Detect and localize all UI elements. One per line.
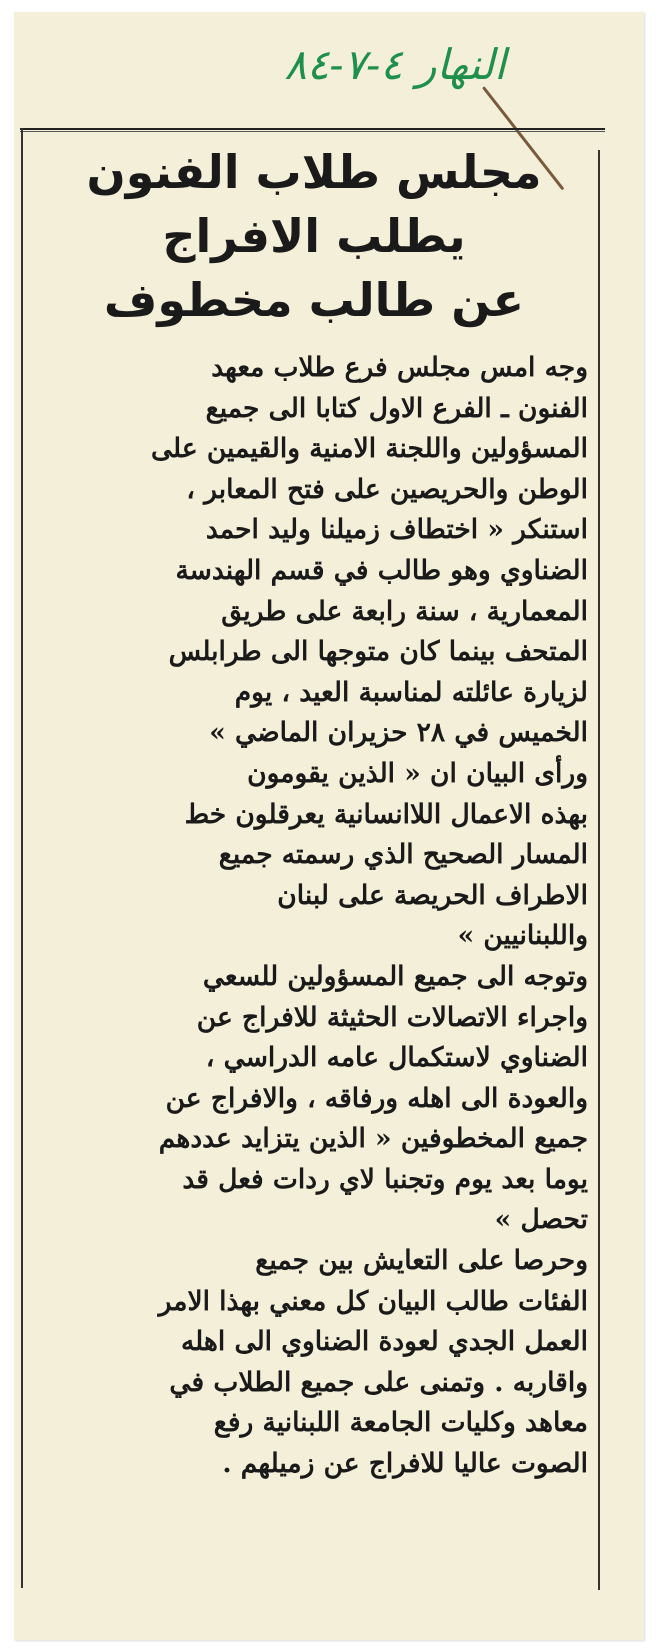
handwritten-date: النهار ٤-٧-٨٤ [284,40,506,89]
article [40,140,588,1620]
body-line: الصوت عاليا للافراج عن زميلهم . [222,1448,588,1480]
body-line: وتوجه الى جميع المسؤولين للسعي [202,960,588,992]
paragraph-4 [40,1241,588,1485]
body-line: واللبنانيين » [457,920,588,952]
body-line: المسار الصحيح الذي رسمته جميع [218,839,588,871]
headline-line: مجلس طلاب الفنون [86,145,542,199]
body-line: استنكر « اختطاف زميلنا وليد احمد [205,514,588,546]
body-line: تحصل » [494,1204,588,1236]
headline-line: عن طالب مخطوف [103,273,525,327]
body-line: ورأى البيان ان « الذين يقومون [247,757,588,789]
body-line: وحرصا على التعايش بين جميع [255,1245,588,1277]
body-line: يوما بعد يوم وتجنبا لاي ردات فعل قد [182,1163,588,1195]
body-line: واجراء الاتصالات الحثيثة للافراج عن [196,1001,588,1033]
body-line: وجه امس مجلس فرع طلاب معهد [211,352,588,383]
body-line: الفنون ـ الفرع الاول كتابا الى جميع [205,392,588,424]
headline [40,140,588,332]
body-line: الضناوي لاستكمال عامه الدراسي ، [205,1042,588,1074]
top-rule [20,128,605,130]
body-line: واقاربه . وتمنى على جميع الطلاب في [169,1366,588,1398]
body-line: معاهد وكليات الجامعة اللبنانية رفع [213,1407,588,1439]
body-line: الاطراف الحريصة على لبنان [277,879,588,911]
paragraph-1 [40,348,588,754]
body-line: الخميس في ٢٨ حزيران الماضي » [209,717,588,749]
body-line: الفئات طالب البيان كل معني بهذا الامر [158,1285,588,1317]
body-line: المعمارية ، سنة رابعة على طريق [221,595,588,627]
body-line: جميع المخطوفين « الذين يتزايد عددهم [158,1123,588,1155]
paragraph-3 [40,957,588,1241]
body-line: والعودة الى اهله ورفاقه ، والافراج عن [165,1082,588,1114]
body-line: المسؤولين واللجنة الامنية والقيمين على [150,433,588,465]
left-column-rule [21,128,23,1588]
body-line: الضناوي وهو طالب في قسم الهندسة [175,554,588,586]
top-rule-thin [20,131,605,132]
body-line: الوطن والحريصين على فتح المعابر ، [186,473,588,505]
right-column-rule [598,150,600,1590]
body-line: المتحف بينما كان متوجها الى طرابلس [168,636,588,668]
body-line: بهذه الاعمال اللاانسانية يعرقلون خط [184,798,588,830]
paragraph-2 [40,754,588,957]
body-line: لزيارة عائلته لمناسبة العيد ، يوم [234,676,588,708]
body-line: العمل الجدي لعودة الضناوي الى اهله [180,1326,588,1358]
headline-line: يطلب الافراج [162,209,466,263]
